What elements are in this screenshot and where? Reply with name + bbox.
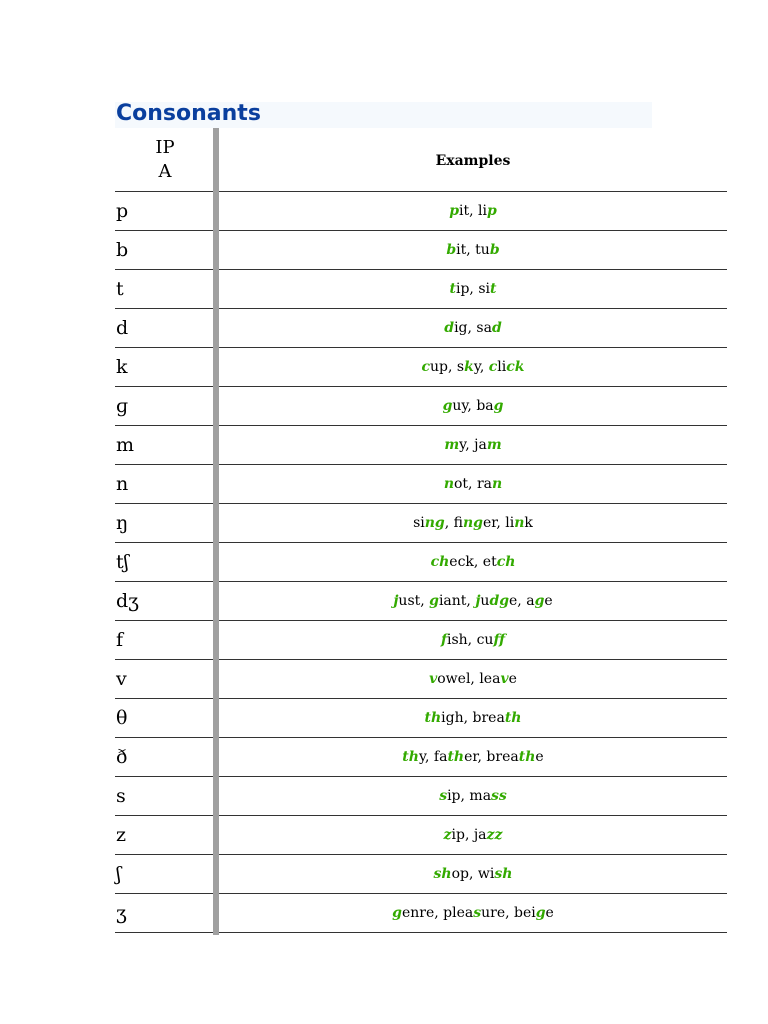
table-row bbox=[115, 348, 727, 387]
header-ipa-line1: IP bbox=[155, 137, 175, 158]
highlighted-letters: c bbox=[421, 359, 431, 375]
highlighted-letters: sh bbox=[494, 866, 513, 882]
example-text: li bbox=[497, 359, 507, 375]
example-text: enre, plea bbox=[401, 905, 474, 921]
example-text: ust, bbox=[398, 593, 430, 609]
example-text: igh, brea bbox=[441, 710, 505, 726]
ipa-symbol: v bbox=[116, 668, 127, 690]
example-text: ip, ma bbox=[447, 788, 492, 804]
example-words bbox=[219, 855, 727, 893]
highlighted-letters: s bbox=[439, 788, 448, 804]
example-text: eck, et bbox=[449, 554, 497, 570]
table-row bbox=[115, 465, 727, 504]
example-words bbox=[219, 348, 727, 386]
highlighted-letters: th bbox=[504, 710, 522, 726]
example-text: ure, bei bbox=[481, 905, 536, 921]
table-row bbox=[115, 309, 727, 348]
example-words bbox=[219, 231, 727, 269]
example-text: e bbox=[545, 905, 554, 921]
highlighted-letters: ss bbox=[491, 788, 507, 804]
example-words bbox=[219, 660, 727, 698]
table-row bbox=[115, 270, 727, 309]
ipa-symbol: tʃ bbox=[116, 551, 129, 573]
example-text: er, brea bbox=[464, 749, 519, 765]
highlighted-letters: p bbox=[449, 203, 460, 219]
example-words bbox=[219, 699, 727, 737]
highlighted-letters: b bbox=[446, 242, 457, 258]
example-text: u bbox=[480, 593, 490, 609]
highlighted-letters: g bbox=[534, 593, 545, 609]
example-words bbox=[219, 621, 727, 659]
example-words bbox=[219, 582, 727, 620]
example-words bbox=[219, 465, 727, 503]
highlighted-letters: th bbox=[424, 710, 442, 726]
example-words bbox=[219, 309, 727, 347]
highlighted-letters: th bbox=[518, 749, 536, 765]
highlighted-letters: t bbox=[449, 281, 456, 297]
ipa-symbol: n bbox=[116, 473, 129, 495]
ipa-symbol: ð bbox=[116, 746, 128, 768]
header-ipa bbox=[115, 136, 215, 184]
example-text: up, s bbox=[430, 359, 465, 375]
ipa-symbol: dʒ bbox=[116, 590, 139, 612]
example-text: er, li bbox=[482, 515, 515, 531]
example-text: ig, sa bbox=[454, 320, 492, 336]
example-text: si bbox=[413, 515, 425, 531]
header-examples: Examples bbox=[435, 153, 511, 169]
table-row bbox=[115, 699, 727, 738]
highlighted-letters: ck bbox=[506, 359, 525, 375]
header-ipa-line2: A bbox=[158, 161, 172, 182]
example-words bbox=[219, 543, 727, 581]
example-text: , fi bbox=[444, 515, 463, 531]
example-text: y, fa bbox=[418, 749, 448, 765]
highlighted-letters: sh bbox=[433, 866, 452, 882]
highlighted-letters: dg bbox=[489, 593, 510, 609]
highlighted-letters: ch bbox=[496, 554, 516, 570]
table-row bbox=[115, 816, 727, 855]
table-row bbox=[115, 777, 727, 816]
example-text: owel, lea bbox=[437, 671, 501, 687]
highlighted-letters: c bbox=[488, 359, 498, 375]
ipa-symbol: ʒ bbox=[116, 902, 127, 924]
ipa-symbol: d bbox=[116, 317, 129, 339]
example-words bbox=[219, 504, 727, 542]
ipa-symbol: b bbox=[116, 239, 129, 261]
example-text: y, bbox=[473, 359, 489, 375]
example-words bbox=[219, 387, 727, 425]
highlighted-letters: g bbox=[493, 398, 504, 414]
highlighted-letters: v bbox=[429, 671, 438, 687]
ipa-symbol: θ bbox=[116, 707, 128, 729]
example-text: uy, ba bbox=[452, 398, 494, 414]
column-divider bbox=[213, 128, 219, 935]
example-words bbox=[219, 270, 727, 308]
table-row bbox=[115, 660, 727, 699]
highlighted-letters: d bbox=[444, 320, 455, 336]
highlighted-letters: j bbox=[475, 593, 481, 609]
ipa-symbol: z bbox=[116, 824, 127, 846]
example-text: it, li bbox=[459, 203, 487, 219]
table-row bbox=[115, 543, 727, 582]
example-text: it, tu bbox=[456, 242, 490, 258]
table-row bbox=[115, 738, 727, 777]
highlighted-letters: d bbox=[491, 320, 502, 336]
highlighted-letters: g bbox=[535, 905, 546, 921]
example-text: y, ja bbox=[459, 437, 487, 453]
example-text: ish, cu bbox=[447, 632, 494, 648]
ipa-symbol: ɡ bbox=[116, 395, 129, 417]
table-row bbox=[115, 231, 727, 270]
example-words bbox=[219, 426, 727, 464]
table-row bbox=[115, 192, 727, 231]
highlighted-letters: ng bbox=[462, 515, 483, 531]
example-text: k bbox=[524, 515, 533, 531]
table-row bbox=[115, 426, 727, 465]
table-row bbox=[115, 621, 727, 660]
page-title: Consonants bbox=[116, 101, 261, 126]
ipa-symbol: ʃ bbox=[116, 863, 122, 885]
table-row bbox=[115, 855, 727, 894]
ipa-symbol: s bbox=[116, 785, 126, 807]
highlighted-letters: v bbox=[500, 671, 509, 687]
table-body bbox=[115, 192, 727, 933]
table-header bbox=[115, 128, 727, 192]
ipa-symbol: ŋ bbox=[116, 512, 129, 534]
highlighted-letters: ng bbox=[424, 515, 445, 531]
example-words bbox=[219, 738, 727, 776]
highlighted-letters: n bbox=[514, 515, 525, 531]
ipa-symbol: p bbox=[116, 200, 129, 222]
highlighted-letters: k bbox=[464, 359, 474, 375]
table-row bbox=[115, 387, 727, 426]
example-text: ip, ja bbox=[451, 827, 487, 843]
highlighted-letters: th bbox=[402, 749, 419, 765]
highlighted-letters: p bbox=[486, 203, 497, 219]
highlighted-letters: t bbox=[490, 281, 497, 297]
highlighted-letters: th bbox=[447, 749, 465, 765]
example-text: iant, bbox=[438, 593, 476, 609]
example-text: e, a bbox=[509, 593, 535, 609]
example-words bbox=[219, 816, 727, 854]
highlighted-letters: n bbox=[443, 476, 454, 492]
highlighted-letters: s bbox=[473, 905, 482, 921]
table-row bbox=[115, 582, 727, 621]
highlighted-letters: g bbox=[442, 398, 453, 414]
table-row bbox=[115, 894, 727, 933]
highlighted-letters: f bbox=[440, 632, 447, 648]
ipa-symbol: f bbox=[116, 629, 124, 651]
example-text: ip, si bbox=[455, 281, 490, 297]
example-words bbox=[219, 777, 727, 815]
ipa-symbol: t bbox=[116, 278, 124, 300]
highlighted-letters: b bbox=[489, 242, 500, 258]
highlighted-letters: z bbox=[443, 827, 452, 843]
example-words bbox=[219, 894, 727, 932]
example-text: op, wi bbox=[451, 866, 495, 882]
example-text: ot, ra bbox=[454, 476, 492, 492]
highlighted-letters: zz bbox=[486, 827, 503, 843]
highlighted-letters: n bbox=[492, 476, 503, 492]
highlighted-letters: m bbox=[444, 437, 460, 453]
example-words bbox=[219, 192, 727, 230]
highlighted-letters: g bbox=[429, 593, 439, 609]
highlighted-letters: m bbox=[486, 437, 502, 453]
example-text: e bbox=[508, 671, 517, 687]
table-row bbox=[115, 504, 727, 543]
highlighted-letters: g bbox=[392, 905, 402, 921]
highlighted-letters: ff bbox=[493, 632, 506, 648]
highlighted-letters: j bbox=[393, 593, 399, 609]
example-text: e bbox=[535, 749, 544, 765]
example-text: e bbox=[544, 593, 553, 609]
highlighted-letters: ch bbox=[430, 554, 450, 570]
ipa-symbol: m bbox=[116, 434, 135, 456]
consonants-table bbox=[115, 128, 727, 933]
ipa-symbol: k bbox=[116, 356, 128, 378]
